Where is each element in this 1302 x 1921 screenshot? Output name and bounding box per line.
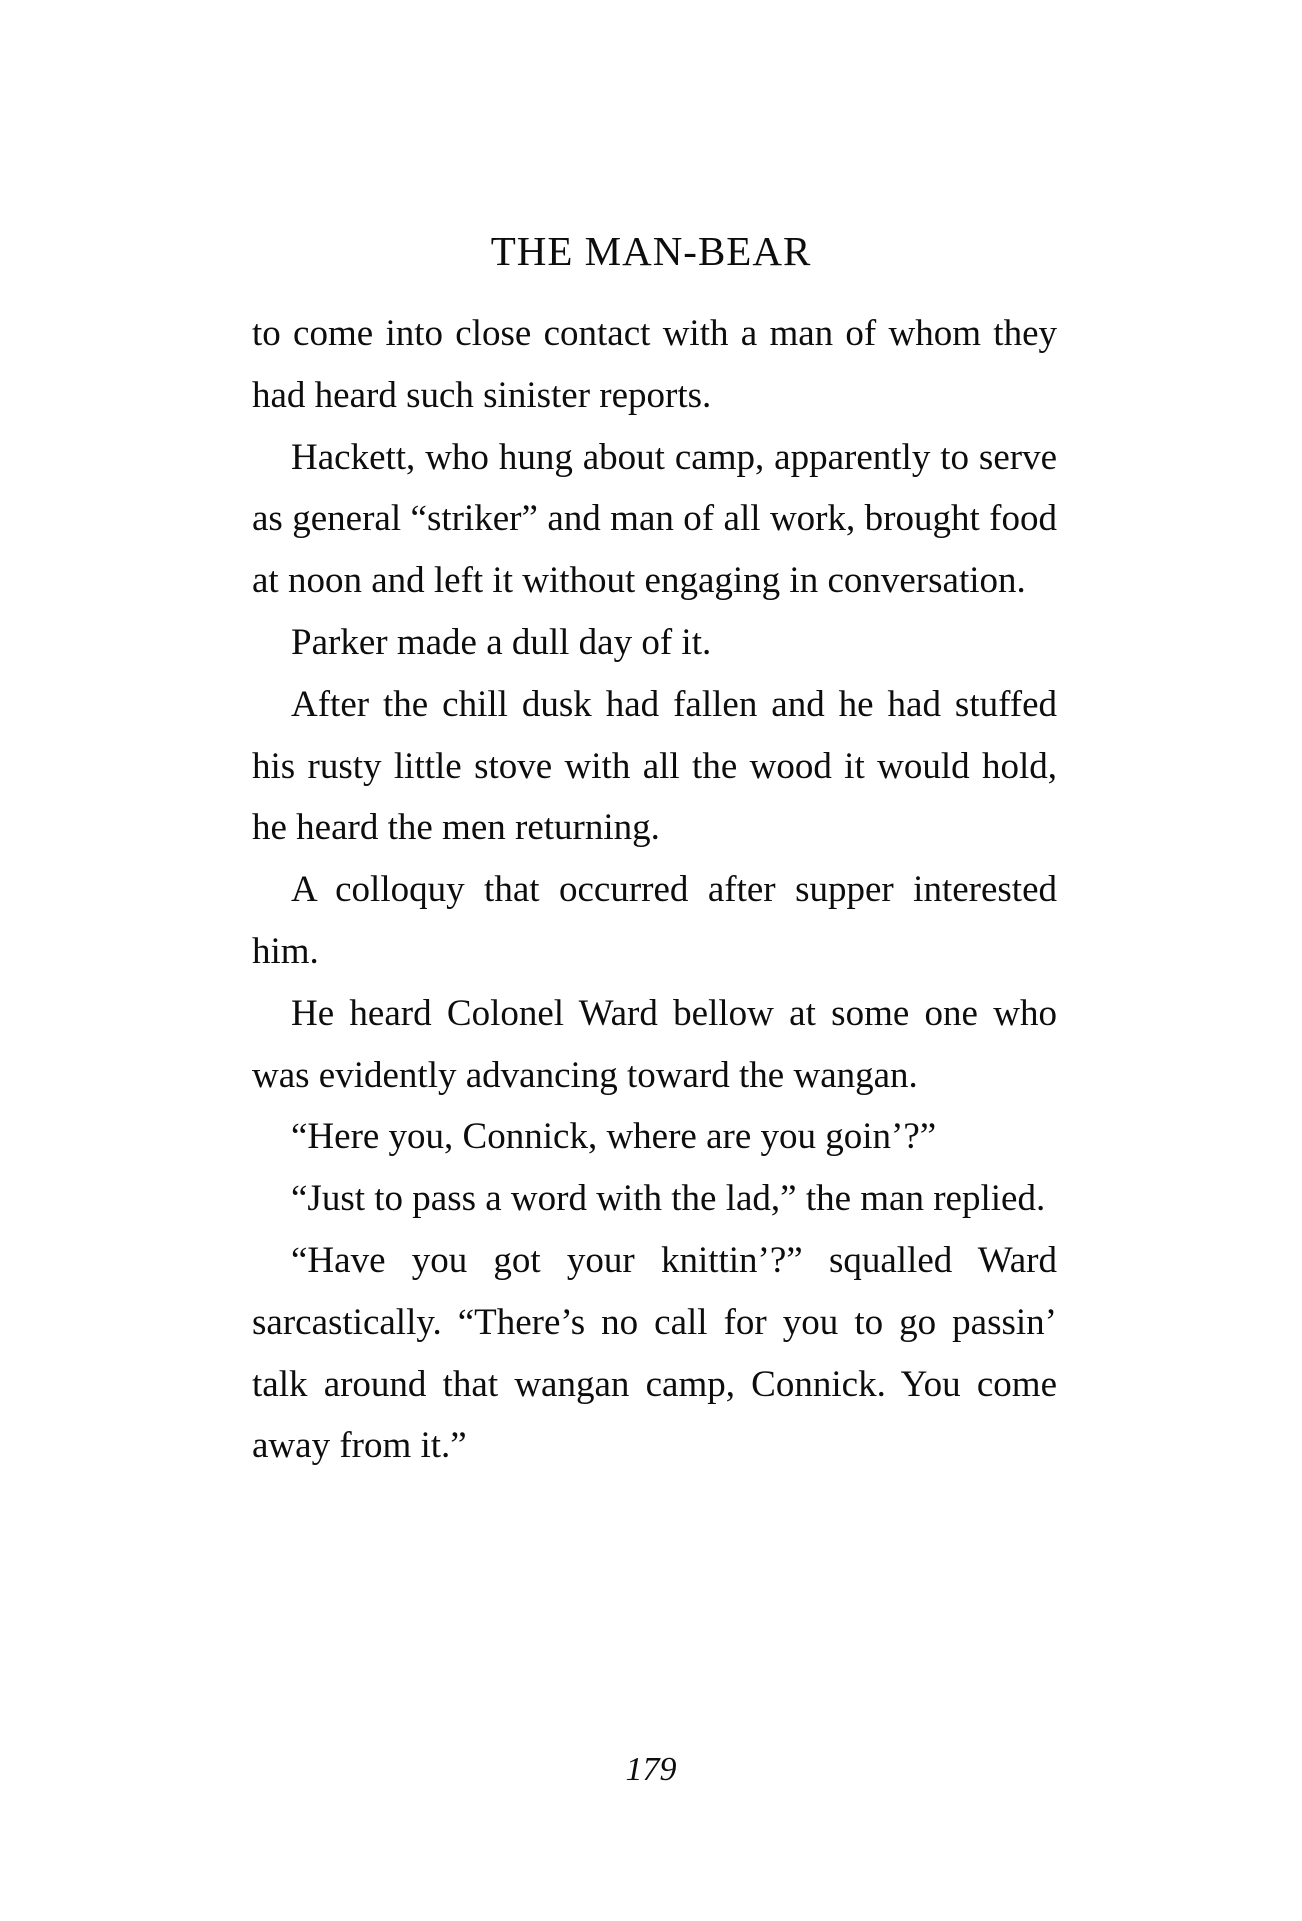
paragraph: A colloquy that occurred after supper interested him. [252,869,1057,972]
paragraph: “Just to pass a word with the lad,” the man replied. [291,1178,1046,1220]
paragraph: “Here you, Connick, where are you goin’?” [291,1116,937,1158]
running-head: THE MAN-BEAR [490,228,812,274]
paragraph: Parker made a dull day of it. [291,621,712,663]
paragraph: Hackett, who hung about camp, apparently to serve as general “striker” and man of all work, brought food at noon and left it without engaging in conversation. [252,436,1057,602]
page-number: 179 [625,1751,677,1788]
body-text [252,303,1057,1477]
paragraph: After the chill dusk had fallen and he had stuffed his rusty little stove with all the wood it would hold, he heard the men returning. [252,683,1057,849]
paragraph: He heard Colonel Ward bellow at some one who was evidently advancing toward the wangan. [252,992,1057,1096]
paragraph: “Have you got your knittin’?” squalled Ward sarcastically. “There’s no call for you to go passin’ talk around that wangan camp, Connick. You come away from it.” [252,1239,1057,1467]
paragraph-continued: to come into close contact with a man of whom they had heard such sinister reports. [252,313,1057,416]
